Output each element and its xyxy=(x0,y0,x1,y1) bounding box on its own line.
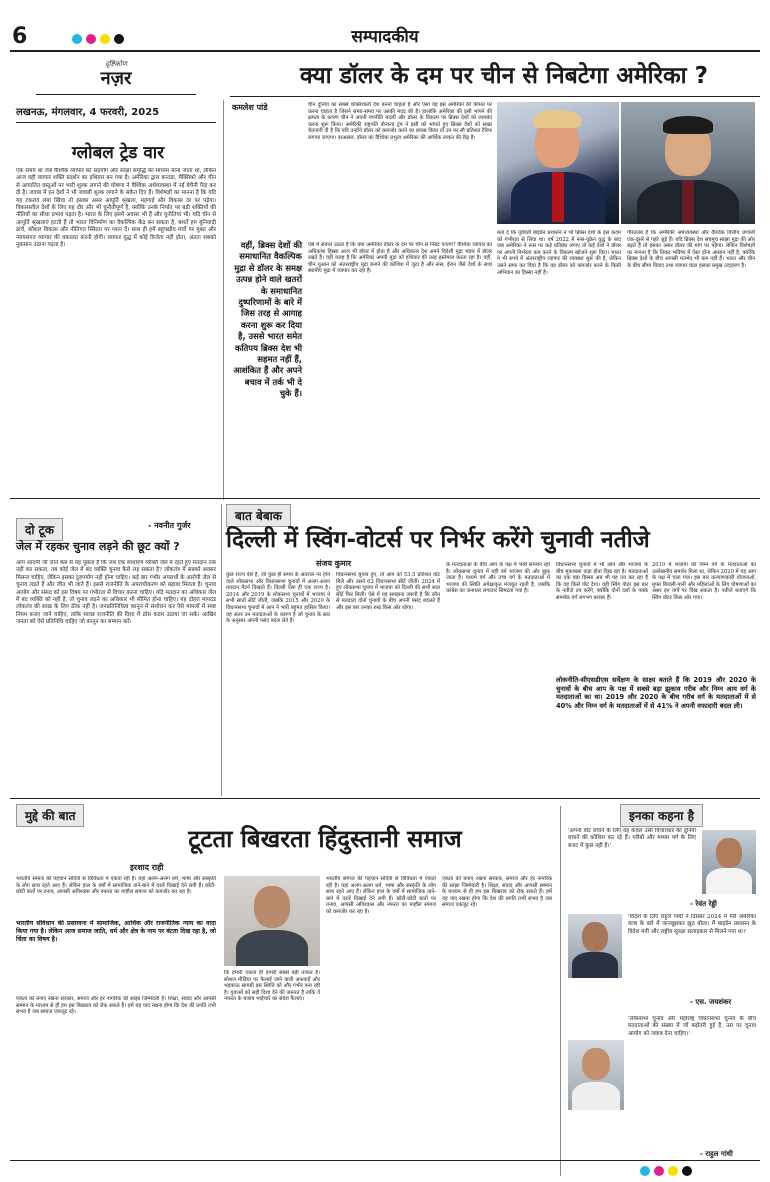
registration-dot-yellow-bottom xyxy=(668,1166,678,1176)
quote-3-photo xyxy=(568,1040,624,1110)
masthead-title: नज़र xyxy=(100,68,132,89)
quotes-tag: इनका कहना है xyxy=(620,804,703,827)
do-took-headline: जेल में रहकर चुनाव लड़ने की छूट क्यों ? xyxy=(16,540,180,553)
lead-headline-rule xyxy=(230,96,760,97)
do-took-column-rule xyxy=(221,504,222,796)
mudde-author-photo xyxy=(224,876,320,966)
lead-body-col1b: ऐसे में सवाल उठता है कि क्या अमेरिका डॉलर के दम पर चीन से निबट पाएगा? वैश्विक व्यापार का अधिकांश हिस्सा आज भी डॉलर में होता है और अधिकतर देश अपने विदेशी मुद्रा भंडार में डॉलर रखते हैं। यही वजह है कि अमेरिका अपनी मुद्रा को हथियार की तरह इस्तेमाल करता रहा है। वहीं, चीन युआन को अंतरराष्ट्रीय मुद्रा बनाने की कोशिश में जुटा है और रूस, ईरान जैसे देशों के साथ स्थानीय मुद्रा में व्यापार कर रहा है। xyxy=(308,242,492,275)
baat-bebak-body-col2: विधानसभा चुनाव हुए, तो आप को 53.5 प्रतिशत वोट मिले और उसने 62 विधानसभा सीटें जीतीं। 2024 में हुए लोकसभा चुनाव में भाजपा को दिल्ली की सभी सात सीटें फिर मिलीं। ऐसे में यह समझना जरूरी है कि कौन से मतदाता दोनों चुनावों के बीच अपनी पसंद बदलते हैं और इस बार उनका रुख किस ओर रहेगा। xyxy=(336,572,440,611)
global-trade-body: एक समय था जब वैश्विक व्यापार को सहयोग और साझा समृद्धि का माध्यम माना जाता था, लेकिन आज वही व्यापार शक्ति प्रदर्शन का हथियार बन गया है। अमेरिका द्वारा कनाडा, मैक्सिको और चीन से आयातित वस्तुओं पर भारी शुल्क लगाने की घोषणा ने वैश्विक अर्थव्यवस्था में नई बेचैनी पैदा कर दी है। जवाब में इन देशों ने भी जवाबी शुल्क लगाने के संकेत दिए हैं। विशेषज्ञों का मानना है कि यदि यह टकराव लंबा खिंचा तो इसका असर आपूर्ति श्रृंखला, महंगाई और विकास दर पर पड़ेगा। विकासशील देशों के लिए यह दौर और भी चुनौतीपूर्ण है, क्योंकि उनके निर्यात पर बड़ी शक्तियों की नीतियों का सीधा प्रभाव पड़ता है। भारत के लिए इसमें अवसर भी हैं और चुनौतियां भी। यदि चीन से आपूर्ति श्रृंखलाएं हटती हैं तो भारत विनिर्माण का वैकल्पिक केंद्र बन सकता है, बशर्ते हम बुनियादी ढांचे, कौशल विकास और नीतिगत स्थिरता पर ध्यान दें। साथ ही हमें बहुपक्षीय मंचों पर मुक्त और न्यायसंगत व्यापार की वकालत करनी होगी। व्यापार युद्ध में कोई विजेता नहीं होता, अंततः सबको नुकसान उठाना पड़ता है। xyxy=(16,168,216,249)
do-took-body: आप आदमी जो जाने कब से यह पूछता है कि जब एक साधारण व्यक्ति जेल में रहते हुए मतदान तक नहीं कर सकता, तब कोई जेल में बंद व्यक्ति चुनाव कैसे लड़ सकता है? लोकतंत्र में सबको अवसर मिलना चाहिए, लेकिन इसका दुरुपयोग नहीं होना चाहिए। कई बार गंभीर अपराधों के आरोपी जेल से चुनाव लड़ते हैं और जीत भी जाते हैं। इससे राजनीति के अपराधीकरण को बढ़ावा मिलता है। चुनाव आयोग और संसद को इस विषय पर गंभीरता से विचार करना चाहिए। यदि मतदान का अधिकार जेल में बंद व्यक्ति को नहीं है, तो चुनाव लड़ने का अधिकार भी सीमित होना चाहिए। यह दोहरा मापदंड लोकतंत्र की साख के लिए ठीक नहीं है। जनप्रतिनिधित्व कानून में संशोधन कर ऐसे मामलों में स्पष्ट नियम बनाए जाने चाहिए, ताकि स्वच्छ राजनीति की दिशा में ठोस कदम उठाया जा सके। आखिर जनता को ऐसे प्रतिनिधि चाहिए जो कानून का सम्मान करें। xyxy=(16,560,216,626)
registration-dot-magenta-bottom xyxy=(654,1166,664,1176)
registration-dot-black-bottom xyxy=(682,1166,692,1176)
baat-bebak-author: संजय कुमार xyxy=(316,559,352,568)
registration-dot-cyan-bottom xyxy=(640,1166,650,1176)
quote-2: 'विदेश के लिए राहुल गांधी ने दिसंबर 2024 में मेरी अमेरिका यात्रा के बारे में जानबूझकर झूठ बोला। मैं बाइडेन प्रशासन के विदेश मंत्री और राष्ट्रीय सुरक्षा सलाहकार से मिलने गया था।' xyxy=(628,914,756,935)
baat-bebak-headline: दिल्ली में स्विंग-वोटर्स पर निर्भर करेंगे चुनावी नतीजे xyxy=(226,527,650,553)
page-number: 6 xyxy=(12,24,28,49)
baat-bebak-body-col5: 2019 में भाजपा को निम्न वर्ग के मतदाताओं का उल्लेखनीय समर्थन मिला था, लेकिन 2020 में यह आप के पक्ष में चला गया। इस बार कल्याणकारी योजनाओं, मुफ्त बिजली-पानी और महिलाओं के लिए घोषणाओं का असर इन वर्गों पर दिख सकता है। नतीजे बताएंगे कि स्विंग वोटर किस ओर गया। xyxy=(652,562,756,601)
lead-author: कमलेश पांडे xyxy=(232,103,268,112)
mudde-tag: मुद्दे की बात xyxy=(16,804,84,827)
section-title: सम्पादकीय xyxy=(351,27,419,47)
lead-pullquote: वहीं, ब्रिक्स देशों की समाधानित वैकल्पिक मुद्रा से डॉलर के समक्ष उत्पन्न होने वाले खतरों के समाधानित दुष्परिणामों के बारे में जिस तरह से आगाह करना शुरू कर दिया है, उससे भारत समेत कतिपय ब्रिक्स देश भी सहमत नहीं हैं, आशंकित हैं और अपने बचाव में तर्क भी दे चुके हैं। xyxy=(233,240,302,399)
baat-bebak-highlight: लोकनीति-सीएसडीएस सर्वेक्षण के साक्ष्य बताते हैं कि 2019 और 2020 के चुनावों के बीच आप के पक्ष में सबसे बड़ा झुकाव गरीब और निम्न आय वर्ग के मतदाताओं का था। 2019 और 2020 के बीच गरीब वर्ग के मतदाताओं में से 40% और निम्न वर्ग के मतदाताओं में से 41% ने अपनी वफादारी बदल ली। xyxy=(556,676,756,710)
quote-3-name: - राहुल गांधी xyxy=(700,1150,733,1158)
quotes-column-rule xyxy=(560,806,561,1176)
baat-bebak-body-col4: विधानसभा चुनावों में भी आप और भाजपा के बीच मुकाबला कड़ा होता दिख रहा है। मतदाताओं का एक बड़ा हिस्सा अब भी यह तय कर रहा है कि वह किसे वोट देगा। यही स्विंग वोटर इस बार के नतीजे तय करेंगे, क्योंकि दोनों दलों के पक्के समर्थक वर्ग लगभग बराबर हैं। xyxy=(556,562,648,601)
mudde-author: इरशाद राही xyxy=(130,863,164,872)
header-rule xyxy=(10,50,760,52)
baat-bebak-body-col3: के मतदाताओं के बीच आप के पक्ष में भारी समर्थन रहा है। लोकसभा चुनाव में यही वर्ग भाजपा की ओर झुक जाता है। मध्यम वर्ग और उच्च वर्ग के मतदाताओं में भाजपा की स्थिति अपेक्षाकृत मजबूत रहती है, जबकि कांग्रेस का जनाधार लगातार सिमटता गया है। xyxy=(446,562,550,595)
quote-1-name: - रेवंत रेड्डी xyxy=(690,900,717,908)
xi-photo xyxy=(621,102,755,224)
lead-headline: क्या डॉलर के दम पर चीन से निबटेगा अमेरिका ? xyxy=(300,63,708,89)
mudde-body-col1b: एकता को बनाए रखना सरकार, समाज और हर नागरिक की साझा जिम्मेदारी है। शिक्षा, संवाद और आपसी सम्मान के माध्यम से ही हम इस बिखराव को रोक सकते हैं। हमें यह याद रखना होगा कि देश की प्रगति तभी संभव है जब समाज एकजुट रहे। xyxy=(16,996,216,1016)
mudde-body-col3: भारतीय समाज की पहचान सदियों से विविधता में एकता रही है। यहां अलग-अलग धर्म, भाषा और संस्कृति के लोग साथ रहते आए हैं। लेकिन हाल के वर्षों में सामाजिक ताने-बाने में दरारें दिखाई देने लगी हैं। छोटी-छोटी बातों पर तनाव, आपसी अविश्वास और नफरत का माहौल समाज को कमजोर कर रहा है। xyxy=(326,876,436,915)
lead-body-col1: चीन दुनिया का सबसे शक्तिशाली देश बनना चाहता है और ऐसा वह इस अमेरिका की कीमत पर करना चाहता है जिसने समय-समय पर उसकी मदद की है। हालांकि अमेरिका की इसी भांपने की क्षमता के कारण चीन ने अपनी रणनीति बदली और डॉलर के विकल्प पर ब्रिक्स देशों को लामबंद करना शुरू किया। अमेरिकी राष्ट्रपति डोनाल्ड ट्रंप ने इसी को भांपते हुए ब्रिक्स देशों को सख्त चेतावनी दी है कि यदि उन्होंने डॉलर को कमजोर करने का प्रयास किया तो उन पर सौ प्रतिशत टैरिफ लगाया जाएगा। दरअसल, डॉलर का वैश्विक प्रभुत्व अमेरिका की आर्थिक ताकत की रीढ़ है। xyxy=(308,102,492,141)
mudde-headline: टूटता बिखरता हिंदुस्तानी समाज xyxy=(188,825,462,853)
masthead-small: दृष्टिकोण xyxy=(105,60,127,68)
dateline-rule xyxy=(16,122,216,123)
section-rule-1 xyxy=(10,498,760,499)
quote-1: 'अपनी वोट बचाने के लिए वह केवल उसी विचारधारे की दुनियां बचाने की कोशिश कर रहे हैं। गरीबों और मध्यम वर्ग के लिए बजट में कुछ नहीं है।' xyxy=(568,828,696,849)
mudde-body-col2: कि हमारी एकता ही हमारी सबसे बड़ी ताकत है। सोशल मीडिया पर फैलाई जाने वाली अफवाहें और भड़काऊ सामग्री इस स्थिति को और गंभीर बना रही है। युवाओं को सही दिशा देने की जरूरत है ताकि वे नफरत के बजाय भाईचारे का संदेश फैलाएं। xyxy=(224,970,320,1003)
quote-3: 'लोकसभा चुनाव और महाराष्ट्र विधानसभा चुनाव के बीच मतदाताओं की संख्या में जो बढ़ोतरी हुई है, उस पर चुनाव आयोग को जवाब देना चाहिए।' xyxy=(628,1016,756,1037)
section-rule-2 xyxy=(10,798,760,799)
do-took-author: - नवनीत गुर्जर xyxy=(148,521,191,530)
lead-body-col2: बता दें कि पूर्ववर्ती बाइडेन प्रशासन ने भी ब्रिक्स देशों के इस कदम को गंभीरता से लिया था। वर्ष 2022 में रूस-यूक्रेन युद्ध के बाद जब अमेरिका ने रूस पर कड़े प्रतिबंध लगाए तो कई देशों ने डॉलर पर अपनी निर्भरता कम करने के विकल्प खोजने शुरू किए। भारत ने भी रुपये में अंतरराष्ट्रीय व्यापार की व्यवस्था शुरू की है, लेकिन उसने साफ कर दिया है कि वह डॉलर को कमजोर करने के किसी अभियान का हिस्सा नहीं है। xyxy=(497,230,621,276)
quote-1-photo xyxy=(702,830,756,894)
dateline: लखनऊ, मंगलवार, 4 फरवरी, 2025 xyxy=(16,107,160,118)
trump-photo xyxy=(497,102,619,224)
left-column-rule xyxy=(223,100,224,500)
mudde-body-col4: एकता को बनाए रखना सरकार, समाज और हर नागरिक की साझा जिम्मेदारी है। शिक्षा, संवाद और आपसी सम्मान के माध्यम से ही हम इस बिखराव को रोक सकते हैं। हमें यह याद रखना होगा कि देश की प्रगति तभी संभव है जब समाज एकजुट रहे। xyxy=(442,876,552,909)
baat-bebak-tag: बात बेबाक xyxy=(226,504,291,527)
mudde-intro: भारतीय संविधान की प्रस्तावना में सामाजिक, आर्थिक और राजनीतिक न्याय का वादा किया गया है। लेकिन आज समाज जाति, धर्म और क्षेत्र के नाम पर बंटता दिख रहा है, जो चिंता का विषय है। xyxy=(16,920,216,944)
lead-body-col3: गौरतलब है कि अमेरिकी अर्थव्यवस्था और वैश्विक वित्तीय प्रणाली एक-दूसरे से गहरे जुड़े हैं। यदि ब्रिक्स देश सचमुच साझा मुद्रा की ओर बढ़ते हैं तो इसका असर डॉलर की मांग पर पड़ेगा। लेकिन विशेषज्ञों का मानना है कि निकट भविष्य में ऐसा होना आसान नहीं है, क्योंकि ब्रिक्स देशों के बीच आपसी मतभेद भी कम नहीं हैं। भारत और चीन के बीच सीमा विवाद तथा व्यापार घाटा इसका प्रमुख उदाहरण है। xyxy=(627,230,755,269)
quote-2-photo xyxy=(568,914,622,978)
baat-bebak-body-col1: कुछ राज्य ऐसे हैं, जो कुछ ही समय के अंतराल पर होने वाले लोकसभा और विधानसभा चुनावों में अलग-अलग मतदान पैटर्न दिखाते हैं। दिल्ली ऐसा ही एक राज्य है। 2014 और 2019 के लोकसभा चुनावों में भाजपा ने सभी सातों सीटें जीतीं, जबकि 2015 और 2020 के विधानसभा चुनावों में आप ने भारी बहुमत हासिल किया। यह अंतर उन मतदाताओं के कारण है जो चुनाव के स्तर के अनुसार अपनी पसंद बदल लेते हैं। xyxy=(226,572,330,625)
global-trade-headline: ग्लोबल ट्रेड वार xyxy=(71,143,165,163)
footer-rule xyxy=(10,1160,760,1161)
do-took-tag: दो टूक xyxy=(16,518,63,541)
mudde-body-col1: भारतीय समाज की पहचान सदियों से विविधता में एकता रही है। यहां अलग-अलग धर्म, भाषा और संस्कृति के लोग साथ रहते आए हैं। लेकिन हाल के वर्षों में सामाजिक ताने-बाने में दरारें दिखाई देने लगी हैं। छोटी-छोटी बातों पर तनाव, आपसी अविश्वास और नफरत का माहौल समाज को कमजोर कर रहा है। xyxy=(16,876,216,896)
quote-2-name: - एस. जयशंकर xyxy=(690,998,732,1006)
